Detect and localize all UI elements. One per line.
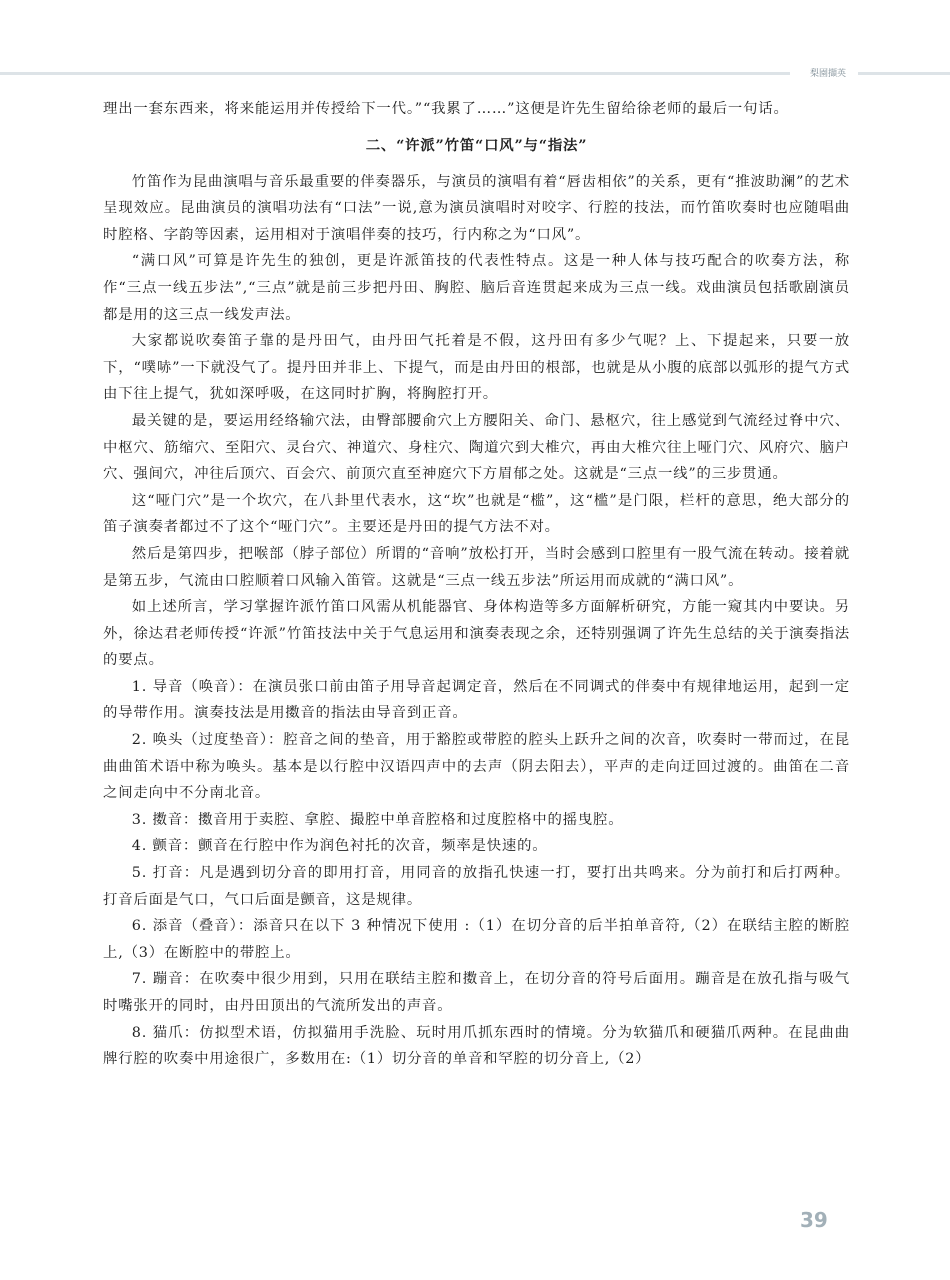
header-rule-right [858,72,950,75]
body-paragraph: 竹笛作为昆曲演唱与音乐最重要的伴奏器乐，与演员的演唱有着“唇齿相依”的关系，更有“推波助澜”的艺术呈现效应。昆曲演员的演唱功法有“口法”一说,意为演员演唱时对咬字、行腔的技法，而竹笛吹奏时也应随唱曲时腔格、字韵等因素，运用相对于演唱伴奏的技巧，行内称之为“口风”。 [103,173,850,243]
fingering-item: 6. 添音（叠音）：添音只在以下 3 种情况下使用 :（1）在切分音的后半拍单音符,（2）在联结主腔的断腔上,（3）在断腔中的带腔上。 [103,918,850,961]
fingering-item: 4. 颤音：颤音在行腔中作为润色衬托的次音，频率是快速的。 [131,838,548,855]
body-paragraph: 如上述所言，学习掌握许派竹笛口风需从机能器官、身体构造等多方面解析研究，方能一窥其内中要诀。另外，徐达君老师传授“许派”竹笛技法中关于气息运用和演奏表现之余，还特别强调了许先生总结的关于演奏指法的要点。 [103,599,850,669]
page-number: 39 [800,1208,828,1232]
column-tag: 梨園擷英 [809,69,846,79]
body-paragraph: 然后是第四步，把喉部（脖子部位）所谓的“音响”放松打开，当时会感到口腔里有一股气流在转动。接着就是第五步，气流由口腔顺着口风输入笛管。这就是“三点一线五步法”所运用而成就的“满口风”。 [103,545,850,589]
fingering-item: 2. 唤头（过度垫音）：腔音之间的垫音，用于豁腔或带腔的腔头上跃升之间的次音，吹奏时一带而过，在昆曲曲笛术语中称为唤头。基本是以行腔中汉语四声中的去声（阴去阳去），平声的走向迂回过渡的。曲笛在二音之间走向中不分南北音。 [103,732,850,802]
header-rule-left [0,72,790,75]
fingering-item: 5. 打音：凡是遇到切分音的即用打音，用同音的放指孔快速一打，要打出共鸣来。分为前打和后打两种。打音后面是气口，气口后面是颤音，这是规律。 [103,865,850,908]
body-paragraph: 最关键的是，要运用经络输穴法，由臀部腰俞穴上方腰阳关、命门、悬枢穴，往上感觉到气流经过脊中穴、中枢穴、筋缩穴、至阳穴、灵台穴、神道穴、身柱穴、陶道穴到大椎穴，再由大椎穴往上哑门穴、风府穴、脑户穴、强间穴，冲往后顶穴、百会穴、前顶穴直至神庭穴下方眉郁之处。这就是“三点一线”的三步贯通。 [103,412,850,483]
fingering-item: 1. 导音（唤音）：在演员张口前由笛子用导音起调定音，然后在不同调式的伴奏中有规律地运用，起到一定的导带作用。演奏技法是用擞音的指法由导音到正音。 [103,678,850,722]
fingering-item: 3. 擞音：擞音用于卖腔、拿腔、撮腔中单音腔格和过度腔格中的摇曳腔。 [131,811,624,828]
body-paragraph: 这“哑门穴”是一个坎穴，在八卦里代表水，这“坎”也就是“槛”，这“槛”是门限，栏杆的意思，绝大部分的笛子演奏者都过不了这个“哑门穴”。主要还是丹田的提气方法不对。 [103,492,850,536]
fingering-item: 8. 猫爪：仿拟型术语，仿拟猫用手洗脸、玩时用爪抓东西时的情境。分为软猫爪和硬猫爪两种。在昆曲曲牌行腔的吹奏中用途很广，多数用在:（1）切分音的单音和罕腔的切分音上,（2） [103,1024,850,1068]
body-paragraph: 大家都说吹奏笛子靠的是丹田气，由丹田气托着是不假，这丹田有多少气呢？上、下提起来，只要一放下，“噗哧”一下就没气了。提丹田并非上、下提气，而是由丹田的根部，也就是从小腹的底部以弧形的提气方式由下往上提气，犹如深呼吸，在这同时扩胸，将胸腔打开。 [103,333,850,403]
fingering-item: 7. 蹦音：在吹奏中很少用到，只用在联结主腔和擞音上，在切分音的符号后面用。蹦音是在放孔指与吸气时嘴张开的同时，由丹田顶出的气流所发出的声音。 [103,971,850,1014]
article-body [103,96,850,1073]
section-heading: 二、“许派”竹笛“口风”与“指法” [365,136,588,154]
lead-paragraph: 理出一套东西来，将来能运用并传授给下一代。”“我累了……”这便是许先生留给徐老师的最后一句话。 [103,101,789,117]
body-paragraph: “满口风”可算是许先生的独创，更是许派笛技的代表性特点。这是一种人体与技巧配合的吹奏方法，称作“三点一线五步法”,“三点”就是前三步把丹田、胸腔、脑后音连贯起来成为三点一线。戏曲演员包括歌剧演员都是用的这三点一线发声法。 [103,253,850,323]
